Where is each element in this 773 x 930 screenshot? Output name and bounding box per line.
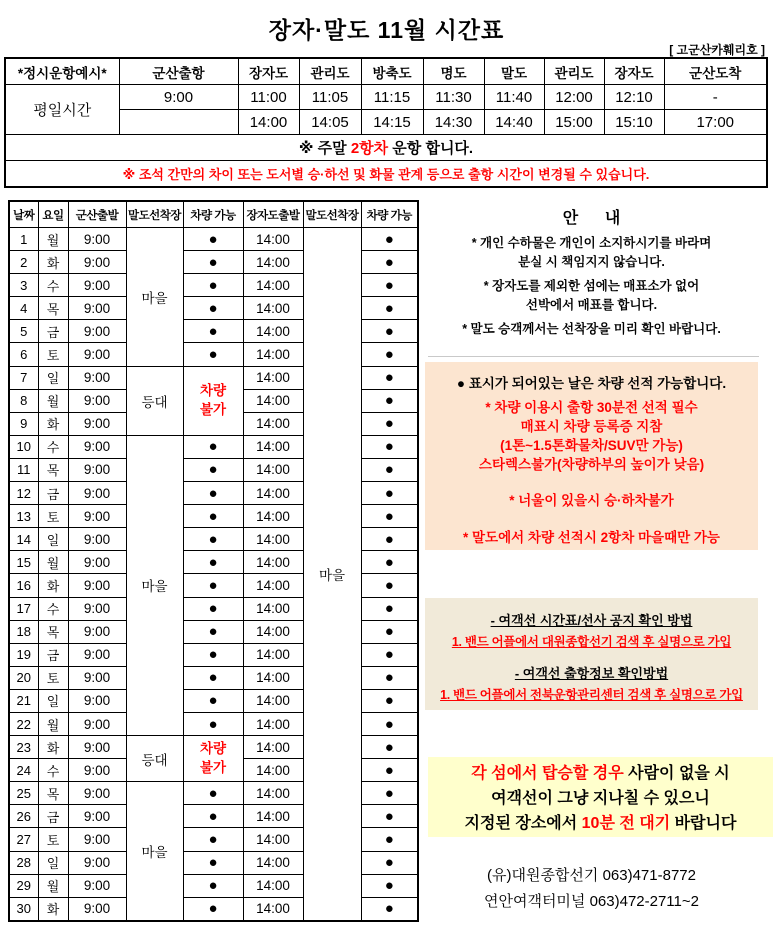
car-ok-dot2: ●: [361, 389, 418, 412]
ship-name-label: [ 고군산카훼리호 ]: [669, 43, 765, 57]
time-cell: 11:15: [361, 85, 423, 110]
time-cell: 11:40: [484, 85, 544, 110]
time-cell: 14:00: [238, 110, 299, 135]
date-cell: 4: [9, 297, 38, 320]
col-header: 장자도출발: [243, 201, 303, 228]
info-column: [425, 198, 773, 930]
daily-schedule-table: [8, 200, 419, 922]
trip2-row: [5, 110, 767, 135]
wait-highlight: 10분 전 대기: [581, 815, 671, 832]
day-cell: 화: [38, 736, 68, 759]
day-cell: 일: [38, 366, 68, 389]
gunsan-depart-cell: 9:00: [68, 805, 126, 828]
col-header: 말도: [484, 58, 544, 85]
date-cell: 17: [9, 597, 38, 620]
col-header: 말도선착장: [303, 201, 361, 228]
car-ok-dot2: ●: [361, 828, 418, 851]
gunsan-depart-cell: 9:00: [68, 851, 126, 874]
day-cell: 화: [38, 251, 68, 274]
note-line: 선박에서 매표를 합니다.: [525, 297, 658, 312]
jangja-depart-cell: 14:00: [243, 759, 303, 782]
car-ok-dot: ●: [183, 274, 243, 297]
car-ok-dot: ●: [183, 505, 243, 528]
car-rule-line: 매표시 차량 등록증 지참: [520, 419, 663, 435]
wait-highlight: 각 섬에서 탑승할 경우: [471, 765, 624, 782]
gunsan-depart-cell: 9:00: [68, 666, 126, 689]
car-ok-dot: ●: [183, 851, 243, 874]
time-cell: 14:30: [423, 110, 484, 135]
car-ok-dot: ●: [183, 228, 243, 251]
jangja-depart-cell: 14:00: [243, 228, 303, 251]
swell-rule-line: * 너울이 있을시 승·하차불가: [509, 492, 674, 508]
jangja-depart-cell: 14:00: [243, 620, 303, 643]
car-ok-dot2: ●: [361, 412, 418, 435]
gunsan-depart-cell: 9:00: [68, 828, 126, 851]
date-cell: 24: [9, 759, 38, 782]
date-cell: 15: [9, 551, 38, 574]
gunsan-depart-cell: 9:00: [68, 366, 126, 389]
car-ok-dot2: ●: [361, 851, 418, 874]
date-cell: 30: [9, 897, 38, 921]
col-header: 장자도: [604, 58, 664, 85]
jangja-depart-cell: 14:00: [243, 597, 303, 620]
maldo-pier-cell: 등대: [126, 736, 183, 782]
maldo-pier-cell: 등대: [126, 366, 183, 435]
col-header: 군산도착: [664, 58, 767, 85]
time-cell: [119, 110, 238, 135]
car-ok-dot2: ●: [361, 366, 418, 389]
jangja-depart-cell: 14:00: [243, 505, 303, 528]
car-ok-dot2: ●: [361, 458, 418, 481]
jangja-depart-cell: 14:00: [243, 736, 303, 759]
no-car-cell: 차량 불가: [183, 366, 243, 435]
date-cell: 21: [9, 689, 38, 712]
day-cell: 목: [38, 620, 68, 643]
jangja-depart-cell: 14:00: [243, 851, 303, 874]
weekday-time-label: 평일시간: [5, 85, 119, 135]
contact-line-terminal: 연안여객터미널 063)472-2711~2: [483, 892, 699, 910]
weekday-schedule-table: [4, 57, 768, 188]
time-cell: 12:00: [544, 85, 604, 110]
band-instruction-1: 1. 밴드 어플에서 대원종합선기 검색 후 실명으로 가입: [451, 635, 732, 649]
jangja-depart-cell: 14:00: [243, 874, 303, 897]
car-ok-dot: ●: [183, 805, 243, 828]
car-ok-dot: ●: [183, 551, 243, 574]
time-cell: 12:10: [604, 85, 664, 110]
date-cell: 11: [9, 458, 38, 481]
gunsan-depart-cell: 9:00: [68, 320, 126, 343]
day-cell: 화: [38, 412, 68, 435]
day-cell: 화: [38, 574, 68, 597]
col-header: 요일: [38, 201, 68, 228]
jangja-depart-cell: 14:00: [243, 805, 303, 828]
jangja-depart-cell: 14:00: [243, 528, 303, 551]
car-ok-dot: ●: [183, 251, 243, 274]
time-cell: 14:05: [299, 110, 361, 135]
gunsan-depart-cell: 9:00: [68, 736, 126, 759]
tide-notice: ※ 조석 간만의 차이 또는 도서별 승·하선 및 화물 관계 등으로 출항 시간이 변경될 수 있습니다.: [5, 161, 767, 188]
jangja-depart-cell: 14:00: [243, 366, 303, 389]
col-header: 관리도: [299, 58, 361, 85]
car-ok-dot2: ●: [361, 528, 418, 551]
day-cell: 토: [38, 828, 68, 851]
col-header: 방축도: [361, 58, 423, 85]
car-ok-dot: ●: [183, 643, 243, 666]
ticket-note: [425, 277, 758, 315]
daily-row: [9, 228, 418, 251]
contact-info: [425, 863, 758, 914]
time-cell: 9:00: [119, 85, 238, 110]
page-title: 장자·말도 11월 시간표: [268, 17, 505, 43]
band-heading-2: - 여객선 출항정보 확인방법: [514, 666, 669, 681]
col-header: *정시운항예시*: [5, 58, 119, 85]
car-ok-dot2: ●: [361, 228, 418, 251]
date-cell: 16: [9, 574, 38, 597]
jangja-depart-cell: 14:00: [243, 274, 303, 297]
car-ok-dot2: ●: [361, 343, 418, 366]
notice-text: 운항 합니다.: [388, 140, 474, 157]
car-ok-dot: ●: [183, 666, 243, 689]
gunsan-depart-cell: 9:00: [68, 343, 126, 366]
day-cell: 금: [38, 320, 68, 343]
car-ok-dot2: ●: [361, 805, 418, 828]
time-cell: 15:00: [544, 110, 604, 135]
car-ok-dot2: ●: [361, 320, 418, 343]
notice-highlight: 2항차: [350, 140, 389, 157]
date-cell: 2: [9, 251, 38, 274]
date-cell: 13: [9, 505, 38, 528]
col-header: 명도: [423, 58, 484, 85]
col-header: 차량 가능: [183, 201, 243, 228]
car-ok-dot2: ●: [361, 666, 418, 689]
car-ok-dot2: ●: [361, 897, 418, 921]
jangja-depart-cell: 14:00: [243, 689, 303, 712]
car-ok-dot2: ●: [361, 759, 418, 782]
day-cell: 금: [38, 482, 68, 505]
gunsan-depart-cell: 9:00: [68, 551, 126, 574]
car-ok-dot: ●: [183, 574, 243, 597]
time-cell: 11:30: [423, 85, 484, 110]
time-cell: 11:05: [299, 85, 361, 110]
car-ok-dot2: ●: [361, 435, 418, 458]
jangja-depart-cell: 14:00: [243, 643, 303, 666]
time-cell: 14:15: [361, 110, 423, 135]
gunsan-depart-cell: 9:00: [68, 782, 126, 805]
vehicle-loading-box: [425, 362, 758, 550]
wait-text: 사람이 없을 시: [623, 765, 730, 782]
day-cell: 월: [38, 228, 68, 251]
car-ok-dot: ●: [183, 528, 243, 551]
jangja-depart-cell: 14:00: [243, 435, 303, 458]
date-cell: 9: [9, 412, 38, 435]
day-cell: 월: [38, 389, 68, 412]
jangja-depart-cell: 14:00: [243, 574, 303, 597]
gunsan-depart-cell: 9:00: [68, 458, 126, 481]
note-line: * 말도 승객께서는 선착장을 미리 확인 바랍니다.: [462, 322, 721, 336]
gunsan-depart-cell: 9:00: [68, 712, 126, 735]
time-cell: 15:10: [604, 110, 664, 135]
info-title: 안 내: [562, 210, 621, 227]
jangja-depart-cell: 14:00: [243, 297, 303, 320]
gunsan-depart-cell: 9:00: [68, 874, 126, 897]
car-rule-line: (1톤~1.5톤화물차/SUV만 가능): [500, 438, 683, 454]
car-ok-dot: ●: [183, 343, 243, 366]
baggage-note: [425, 234, 758, 272]
date-cell: 7: [9, 366, 38, 389]
car-ok-dot: ●: [183, 482, 243, 505]
gunsan-depart-cell: 9:00: [68, 435, 126, 458]
gunsan-depart-cell: 9:00: [68, 412, 126, 435]
date-cell: 25: [9, 782, 38, 805]
gunsan-depart-cell: 9:00: [68, 228, 126, 251]
weekend-notice: [5, 135, 767, 161]
col-header: 차량 가능: [361, 201, 418, 228]
note-line: * 개인 수하물은 개인이 소지하시기를 바라며: [471, 236, 712, 250]
weekend-notice-row: [5, 135, 767, 161]
date-cell: 14: [9, 528, 38, 551]
jangja-depart-cell: 14:00: [243, 412, 303, 435]
car-ok-dot2: ●: [361, 251, 418, 274]
car-ok-dot2: ●: [361, 689, 418, 712]
day-cell: 월: [38, 712, 68, 735]
jangja-depart-cell: 14:00: [243, 320, 303, 343]
car-ok-dot2: ●: [361, 712, 418, 735]
gunsan-depart-cell: 9:00: [68, 505, 126, 528]
no-car-cell: 차량 불가: [183, 736, 243, 782]
daily-header-row: [9, 201, 418, 228]
car-ok-dot: ●: [183, 689, 243, 712]
boarding-wait-box: [428, 757, 773, 837]
car-ok-dot2: ●: [361, 297, 418, 320]
gunsan-depart-cell: 9:00: [68, 251, 126, 274]
date-cell: 12: [9, 482, 38, 505]
car-ok-dot2: ●: [361, 782, 418, 805]
date-cell: 10: [9, 435, 38, 458]
jangja-depart-cell: 14:00: [243, 343, 303, 366]
car-ok-dot: ●: [183, 597, 243, 620]
time-cell: -: [664, 85, 767, 110]
gunsan-depart-cell: 9:00: [68, 689, 126, 712]
car-ok-dot2: ●: [361, 274, 418, 297]
wait-line-2: 여객선이 그냥 지나칠 수 있으니: [491, 790, 710, 807]
day-cell: 수: [38, 597, 68, 620]
car-ok-dot: ●: [183, 712, 243, 735]
wait-text: 바랍니다: [670, 815, 737, 832]
date-cell: 19: [9, 643, 38, 666]
day-cell: 토: [38, 343, 68, 366]
band-app-info-box: [425, 598, 758, 710]
maldo-pier-cell: 마을: [126, 435, 183, 735]
jangja-depart-cell: 14:00: [243, 482, 303, 505]
car-box-heading: ● 표시가 되어있는 날은 차량 선적 가능합니다.: [456, 376, 727, 391]
date-cell: 20: [9, 666, 38, 689]
note-line: 분실 시 책임지지 않습니다.: [518, 254, 665, 269]
car-ok-dot: ●: [183, 782, 243, 805]
day-cell: 금: [38, 643, 68, 666]
day-cell: 금: [38, 805, 68, 828]
jangja-depart-cell: 14:00: [243, 828, 303, 851]
car-ok-dot2: ●: [361, 574, 418, 597]
car-rule-line: * 차량 이용시 출항 30분전 선적 필수: [485, 400, 698, 415]
car-ok-dot2: ●: [361, 551, 418, 574]
gunsan-depart-cell: 9:00: [68, 897, 126, 921]
jangja-depart-cell: 14:00: [243, 897, 303, 921]
car-ok-dot: ●: [183, 620, 243, 643]
col-header: 말도선착장: [126, 201, 183, 228]
band-instruction-2: 1. 밴드 어플에서 전북운항관리센터 검색 후 실명으로 가입: [440, 688, 743, 702]
gunsan-depart-cell: 9:00: [68, 574, 126, 597]
car-ok-dot2: ●: [361, 505, 418, 528]
car-ok-dot2: ●: [361, 482, 418, 505]
notice-text: ※ 주말: [298, 140, 351, 157]
gunsan-depart-cell: 9:00: [68, 274, 126, 297]
car-ok-dot2: ●: [361, 620, 418, 643]
day-cell: 토: [38, 666, 68, 689]
car-rule-line: 스타렉스불가(차량하부의 높이가 낮음): [478, 457, 705, 473]
day-cell: 일: [38, 689, 68, 712]
day-cell: 일: [38, 851, 68, 874]
maldo-pier-cell: 마을: [126, 228, 183, 367]
car-ok-dot: ●: [183, 320, 243, 343]
jangja-depart-cell: 14:00: [243, 389, 303, 412]
day-cell: 월: [38, 874, 68, 897]
date-cell: 27: [9, 828, 38, 851]
col-header: 관리도: [544, 58, 604, 85]
car-ok-dot: ●: [183, 297, 243, 320]
jangja-depart-cell: 14:00: [243, 458, 303, 481]
gunsan-depart-cell: 9:00: [68, 297, 126, 320]
car-ok-dot2: ●: [361, 597, 418, 620]
day-cell: 목: [38, 297, 68, 320]
day-cell: 수: [38, 759, 68, 782]
col-header: 날짜: [9, 201, 38, 228]
date-cell: 28: [9, 851, 38, 874]
tide-notice-row: [5, 161, 767, 188]
divider-line: [428, 356, 759, 357]
time-cell: 14:40: [484, 110, 544, 135]
date-cell: 5: [9, 320, 38, 343]
gunsan-depart-cell: 9:00: [68, 389, 126, 412]
gunsan-depart-cell: 9:00: [68, 597, 126, 620]
wait-text: 지정된 장소에서: [464, 815, 582, 832]
day-cell: 화: [38, 897, 68, 921]
day-cell: 토: [38, 505, 68, 528]
date-cell: 1: [9, 228, 38, 251]
trip1-row: [5, 85, 767, 110]
car-ok-dot: ●: [183, 897, 243, 921]
day-cell: 목: [38, 458, 68, 481]
car-ok-dot2: ●: [361, 736, 418, 759]
band-heading-1: - 여객선 시간표/선사 공지 확인 방법: [490, 613, 693, 628]
jangja-depart-cell: 14:00: [243, 551, 303, 574]
date-cell: 26: [9, 805, 38, 828]
time-cell: 11:00: [238, 85, 299, 110]
day-cell: 목: [38, 782, 68, 805]
time-cell: 17:00: [664, 110, 767, 135]
jangja-depart-cell: 14:00: [243, 666, 303, 689]
day-cell: 수: [38, 274, 68, 297]
day-cell: 수: [38, 435, 68, 458]
date-cell: 18: [9, 620, 38, 643]
maldo-loading-rule-line: * 말도에서 차량 선적시 2항차 마을때만 가능: [463, 529, 720, 545]
col-header: 장자도: [238, 58, 299, 85]
gunsan-depart-cell: 9:00: [68, 759, 126, 782]
jangja-depart-cell: 14:00: [243, 782, 303, 805]
day-cell: 월: [38, 551, 68, 574]
gunsan-depart-cell: 9:00: [68, 528, 126, 551]
col-header: 군산출항: [119, 58, 238, 85]
car-ok-dot2: ●: [361, 874, 418, 897]
date-cell: 3: [9, 274, 38, 297]
wait-line-3: [428, 811, 773, 836]
car-ok-dot: ●: [183, 874, 243, 897]
jangja-depart-cell: 14:00: [243, 712, 303, 735]
maldo-pier2-cell: 마을: [303, 228, 361, 921]
date-cell: 23: [9, 736, 38, 759]
date-cell: 29: [9, 874, 38, 897]
schedule-header-row: [5, 58, 767, 85]
wait-line-1: [428, 761, 773, 786]
gunsan-depart-cell: 9:00: [68, 482, 126, 505]
gunsan-depart-cell: 9:00: [68, 620, 126, 643]
car-ok-dot: ●: [183, 435, 243, 458]
gunsan-depart-cell: 9:00: [68, 643, 126, 666]
date-cell: 6: [9, 343, 38, 366]
car-ok-dot: ●: [183, 828, 243, 851]
col-header: 군산출발: [68, 201, 126, 228]
date-cell: 8: [9, 389, 38, 412]
day-cell: 일: [38, 528, 68, 551]
maldo-note: [425, 320, 758, 339]
note-line: * 장자도를 제외한 섬에는 매표소가 없어: [483, 279, 700, 293]
date-cell: 22: [9, 712, 38, 735]
car-rules: [425, 398, 758, 475]
car-ok-dot2: ●: [361, 643, 418, 666]
jangja-depart-cell: 14:00: [243, 251, 303, 274]
car-ok-dot: ●: [183, 458, 243, 481]
contact-line-ferry-office: (유)대원종합선기 063)471-8772: [486, 867, 696, 884]
maldo-pier-cell: 마을: [126, 782, 183, 921]
